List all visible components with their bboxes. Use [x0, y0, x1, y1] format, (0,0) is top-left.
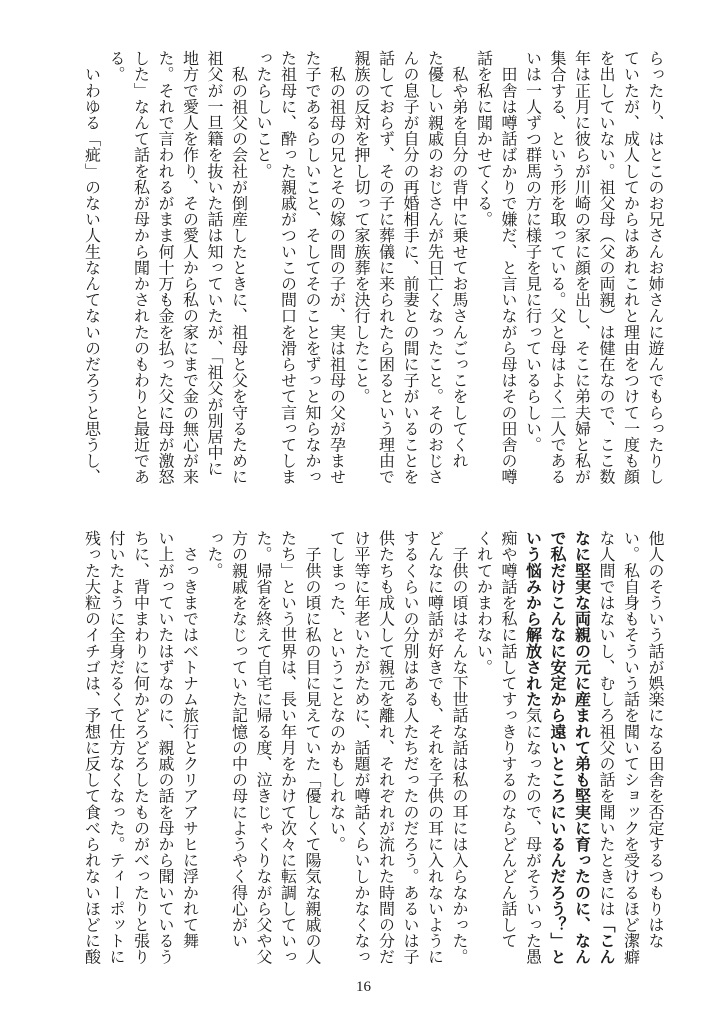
text-column	[128, 530, 153, 975]
text-segment: た。それで言われるがまま何十万も金を払った父に母が激怒	[156, 50, 175, 485]
text-block-bottom	[77, 530, 667, 975]
text-column	[324, 50, 349, 495]
text-column	[324, 530, 349, 975]
text-segment: した」なんて話を私が母から聞かされたのもわりと最近であ	[131, 50, 151, 485]
text-column	[643, 530, 668, 975]
text-column	[202, 530, 227, 975]
text-block-top	[77, 50, 667, 495]
text-segment: するくらいの分別はある人たちだったのだろう。あるいは子	[401, 530, 420, 965]
text-column	[202, 50, 227, 495]
text-column	[349, 530, 374, 975]
text-column	[545, 50, 570, 495]
text-column	[128, 50, 153, 495]
text-segment: 集合する、という形を取っている。父と母はよく二人である	[548, 50, 567, 485]
text-column	[79, 530, 104, 975]
text-column	[79, 50, 104, 495]
text-segment: んの息子が自分の再婚相手に、前妻との間に子がいることを	[401, 50, 420, 485]
text-column	[104, 50, 129, 495]
text-segment: くれてかまわない。	[474, 530, 494, 675]
text-segment: け平等に年老いたがために、話題が噂話くらいしかなくなっ	[352, 530, 371, 965]
text-column	[349, 50, 374, 495]
text-segment: た優しい親戚のおじさんが先日亡くなったこと。そのおじさ	[425, 50, 445, 485]
text-segment: 年は正月に彼らが川崎の家に顔を出し、そこに弟夫婦と私が	[572, 50, 592, 485]
text-segment: 私や弟を自分の背中に乗せてお馬さんごっこをしてくれ	[450, 50, 469, 469]
text-segment: 子供の頃に私の目に見えていた「優しくて陽気な親戚の人	[303, 530, 322, 965]
text-column	[594, 50, 619, 495]
text-column	[422, 50, 447, 495]
text-segment: った。	[205, 530, 224, 579]
text-column	[422, 530, 447, 975]
text-column	[471, 530, 496, 975]
text-column	[373, 50, 398, 495]
text-column	[520, 530, 545, 975]
text-column	[177, 530, 202, 975]
text-column	[251, 530, 276, 975]
text-segment: た。帰省を終えて自宅に帰る度、泣きじゃくりながら父や父	[254, 530, 273, 965]
text-segment: てしまった、ということなのかもしれない。	[327, 530, 347, 852]
bold-text-segment: いう悩みから解放された	[523, 530, 543, 708]
text-column	[275, 50, 300, 495]
text-segment: いは一人ずつ群馬の方に様子を見に行っているらしい。	[523, 50, 543, 453]
text-segment: い上がっていたはずなのに、親戚の話を母から聞いているう	[156, 530, 175, 965]
text-segment: な人間ではないし、むしろ祖父の話を聞いたときには	[597, 530, 616, 917]
text-segment: 気になったので、母がそういった愚	[523, 707, 543, 965]
text-segment: た祖母に、酔った親戚がついこの間口を滑らせて言ってしま	[278, 50, 298, 485]
text-segment: 田舎は噂話ばかりで嫌だ、と言いながら母はその田舎の噂	[499, 50, 518, 485]
text-segment: 私の祖母の兄とその嫁の間の子が、実は祖母の父が孕ませ	[327, 50, 347, 485]
text-column	[471, 50, 496, 495]
text-column	[569, 530, 594, 975]
bold-text-segment: で私だけこんなに安定から遠いところにいるんだろう？」と	[548, 530, 567, 965]
text-segment: 痴や噂話を私に話してすっきりするのならどんどん話して	[499, 530, 518, 949]
text-segment: 他人のそういう話が娯楽になる田舎を否定するつもりはな	[646, 530, 665, 949]
text-column	[618, 50, 643, 495]
text-segment: を出していない。祖父母（父の両親）は健在なので、ここ数	[597, 50, 616, 485]
text-segment: た子であるらしいこと、そしてそのことをずっと知らなかっ	[303, 50, 322, 485]
text-segment: 親族の反対を押し切って家族葬を決行したこと。	[352, 50, 371, 405]
text-segment: らったり、はとこのお兄さんお姉さんに遊んでもらったりし	[646, 50, 665, 485]
text-segment: さっきまではベトナム旅行とクリアアサヒに浮かれて舞	[180, 530, 200, 949]
text-column	[104, 530, 129, 975]
text-segment: ちに、背中まわりに何かどろどろしたものがべったりと張り	[131, 530, 151, 965]
text-segment: 話を私に聞かせてくる。	[474, 50, 494, 228]
text-column	[594, 530, 619, 975]
text-column	[275, 530, 300, 975]
text-segment: ていたが、成人してからはあれこれと理由をつけて一度も顔	[621, 50, 641, 485]
text-column	[520, 50, 545, 495]
text-column	[545, 530, 570, 975]
text-segment: 地方で愛人を作り、その愛人から私の家にまで金の無心が来	[180, 50, 200, 485]
text-column	[496, 530, 521, 975]
text-column	[643, 50, 668, 495]
text-column	[398, 530, 423, 975]
bold-text-segment: 「こん	[597, 916, 616, 965]
text-column	[300, 530, 325, 975]
text-column	[300, 50, 325, 495]
text-column	[398, 50, 423, 495]
bold-text-segment: なに堅実な両親の元に産まれて弟も堅実に育ったのに、なん	[572, 530, 592, 965]
text-segment: る。	[107, 50, 126, 83]
text-segment: いわゆる「疵」のない人生なんてないのだろうと思うし、	[82, 50, 102, 485]
text-column	[251, 50, 276, 495]
text-column	[447, 530, 472, 975]
text-column	[153, 530, 178, 975]
text-segment: 方の親戚をなじっていた記憶の中の母にようやく得心がい	[229, 530, 249, 949]
text-column	[373, 530, 398, 975]
text-column	[226, 50, 251, 495]
text-segment: 私の祖父の会社が倒産したときに、祖母と父を守るために	[229, 50, 249, 485]
text-segment: ったらしいこと。	[254, 50, 273, 179]
text-column	[153, 50, 178, 495]
text-segment: どんなに噂話が好きでも、それを子供の耳に入れないように	[425, 530, 445, 965]
text-column	[618, 530, 643, 975]
page-number: 16	[356, 979, 371, 995]
text-column	[569, 50, 594, 495]
text-column	[177, 50, 202, 495]
text-segment: 子供の頃はそんな下世話な話は私の耳には入らなかった。	[450, 530, 469, 965]
text-segment: 祖父が一旦籍を抜いた話は知っていたが、「祖父が別居中に	[205, 50, 224, 477]
text-column	[447, 50, 472, 495]
text-segment: 残った大粒のイチゴは、予想に反して食べられないほどに酸	[82, 530, 102, 965]
text-segment: 付いたように全身だるくて仕方なくなった。ティーポットに	[107, 530, 126, 965]
text-segment: い。私自身もそういう話を聞いてショックを受けるほど潔癖	[621, 530, 641, 965]
text-column	[226, 530, 251, 975]
text-segment: たち」という世界は、長い年月をかけて次々に転調していっ	[278, 530, 298, 965]
text-column	[496, 50, 521, 495]
text-segment: 話しておらず、その子に葬儀に来られたら困るという理由で	[376, 50, 396, 485]
text-segment: 供たちも成人して親元を離れ、それぞれが流れた時間の分だ	[376, 530, 396, 965]
